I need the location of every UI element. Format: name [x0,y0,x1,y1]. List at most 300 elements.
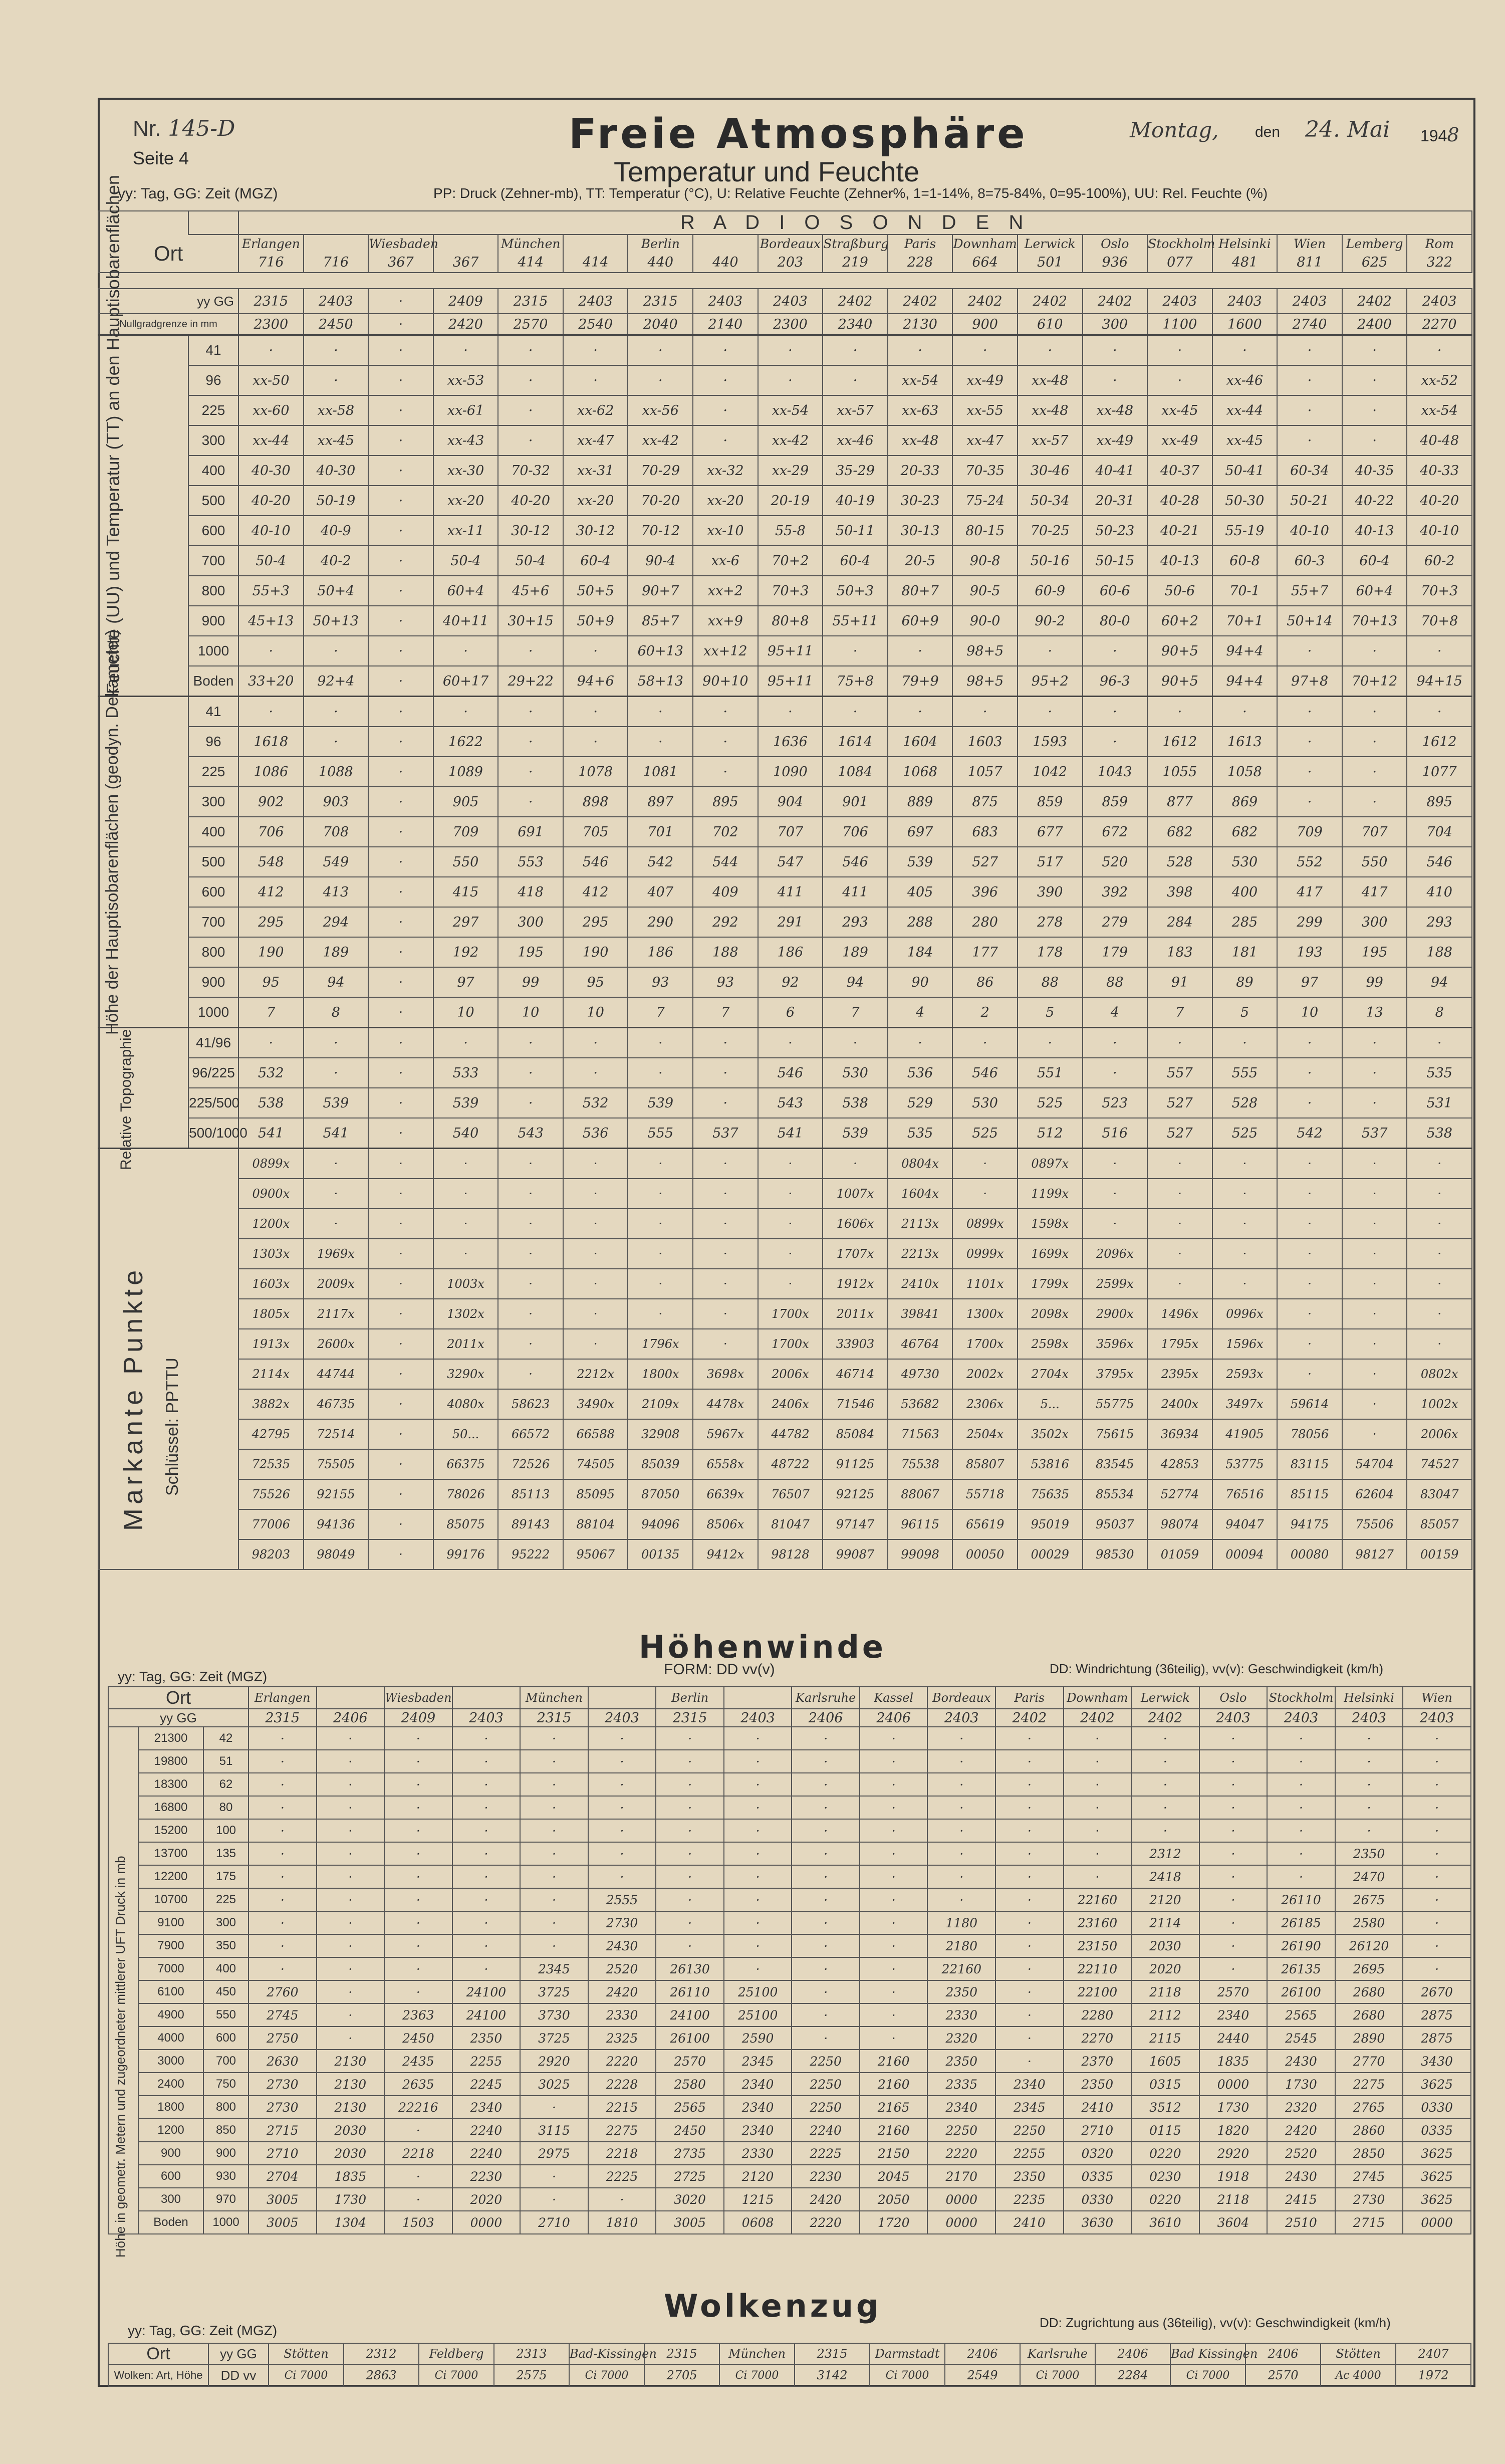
hw-value: · [452,1796,521,1819]
hw-value: 3005 [656,2211,724,2234]
hw-value: 2410 [1064,2096,1132,2119]
markante-value: · [368,1389,433,1419]
hw-yygg-value: 2315 [520,1709,588,1727]
hw-value: 2520 [1267,2142,1335,2165]
topo-level: 41/96 [188,1028,238,1058]
markante-value: 0999x [952,1239,1018,1269]
station-names-row [98,235,1472,252]
hw-value: · [588,2188,656,2211]
hw-height: 12200 [138,1865,203,1888]
hoehe-value: 183 [1147,937,1212,967]
feuchte-value: · [368,486,433,516]
wz-ddvv-value: 3142 [795,2364,870,2386]
hw-value: 2050 [860,2188,928,2211]
hw-value: 22216 [384,2096,452,2119]
hw-value: · [1199,1865,1268,1888]
feuchte-value: 55+11 [823,606,888,636]
hoehe-value: 10 [498,997,563,1028]
hw-value: · [520,1911,588,1934]
hoehe-value: · [304,697,369,727]
markante-value: · [693,1269,758,1299]
yygg-value: 2315 [238,289,304,314]
hw-height: 4000 [138,2027,203,2050]
hw-value: 2750 [248,2027,317,2050]
hoehe-value: · [563,727,628,757]
topo-value: · [1018,1028,1083,1058]
hw-value: · [452,1842,521,1865]
hw-value: · [317,1865,385,1888]
markante-value: · [368,1149,433,1179]
feuchte-row [98,516,1472,546]
hw-value: 0000 [927,2188,995,2211]
topo-value: 541 [238,1118,304,1149]
hoehe-value: 6 [758,997,823,1028]
hoehe-value: 409 [693,877,758,907]
hoehe-value: 396 [952,877,1018,907]
feuchte-value: xx-29 [758,456,823,486]
markante-row [98,1359,1472,1389]
topo-value: 543 [498,1118,563,1149]
hw-value: 26135 [1267,1957,1335,1980]
feuchte-value: xx+9 [693,606,758,636]
hw-station-name: Wiesbaden [384,1687,452,1709]
weather-sheet [98,98,1475,2403]
markante-value: · [1277,1149,1342,1179]
markante-value: 2395x [1147,1359,1212,1389]
hw-value: · [384,1773,452,1796]
kennziff-value: 219 [823,252,888,273]
markante-value: · [1407,1209,1472,1239]
markante-value: · [1083,1179,1148,1209]
feuchte-value: 95+11 [758,666,823,697]
feuchte-value: 90-8 [952,546,1018,576]
feuchte-level: 41 [188,335,238,366]
hoehe-value: 709 [1277,817,1342,847]
nullgrad-value: 2740 [1277,314,1342,335]
wz-station-name: Karlsruhe [1020,2343,1095,2364]
yygg-value: 2402 [888,289,953,314]
hw-value: · [724,1796,792,1819]
hw-value: · [995,1750,1064,1773]
markante-value: 2504x [952,1419,1018,1449]
hw-value: 25100 [724,2003,792,2027]
hoehe-value: 89 [1212,967,1278,997]
hoehe-value: · [1083,697,1148,727]
markante-value: · [368,1329,433,1359]
hoehe-value: 195 [1342,937,1407,967]
topo-value: 555 [1212,1058,1278,1088]
feuchte-value: xx-45 [1147,395,1212,425]
markante-value: · [693,1299,758,1329]
feuchte-level: 400 [188,456,238,486]
feuchte-value: xx-6 [693,546,758,576]
markante-value: 2113x [888,1209,953,1239]
markante-value: 2212x [563,1359,628,1389]
hw-value: · [520,2165,588,2188]
feuchte-value: 40-28 [1147,486,1212,516]
hw-value: 3625 [1403,2073,1471,2096]
feuchte-value: · [1147,335,1212,366]
markante-value: 2593x [1212,1359,1278,1389]
hw-station-name: Kassel [860,1687,928,1709]
hoehe-level: 800 [188,937,238,967]
hoehe-value: 189 [304,937,369,967]
topo-value: 536 [563,1118,628,1149]
feuchte-value: xx-53 [433,365,498,395]
feuchte-value: · [1342,395,1407,425]
hoehe-value: 292 [693,907,758,937]
feuchte-value: 60+4 [1342,576,1407,606]
hw-value: · [656,1819,724,1842]
hw-value: 2228 [588,2073,656,2096]
hw-value: · [860,1773,928,1796]
feuchte-value: 75+8 [823,666,888,697]
hw-value: 2325 [588,2027,656,2050]
topo-value: 536 [888,1058,953,1088]
hw-value: · [384,2165,452,2188]
hoehe-value: 706 [238,817,304,847]
hoehe-value: 707 [1342,817,1407,847]
hoehe-value: 517 [1018,847,1083,877]
hw-value: 2275 [588,2119,656,2142]
yygg-value: 2315 [498,289,563,314]
hw-level-row [108,1888,1471,1911]
markante-value: · [628,1209,693,1239]
markante-value: 2704x [1018,1359,1083,1389]
markante-value: · [1407,1239,1472,1269]
feuchte-level: 600 [188,516,238,546]
hoehe-value: 704 [1407,817,1472,847]
hoehe-value: 1084 [823,757,888,787]
topo-value: · [693,1088,758,1118]
feuchte-row [98,486,1472,516]
hoehe-row [98,847,1472,877]
markante-value: · [368,1179,433,1209]
year-suffix: 8 [1447,124,1459,146]
hw-value: 24100 [452,1980,521,2003]
markante-value: 1496x [1147,1299,1212,1329]
hoehe-value: 895 [1407,787,1472,817]
hw-station-row [108,1687,1471,1709]
hw-value: · [1199,1750,1268,1773]
feuchte-value: xx-47 [563,425,628,456]
hw-value: 1730 [1267,2073,1335,2096]
hoehe-value: · [1277,757,1342,787]
markante-value: 46735 [304,1389,369,1419]
hw-value: 2165 [860,2096,928,2119]
wz-yygg-value: 2406 [1095,2343,1170,2364]
markante-value: 8506x [693,1509,758,1539]
hoehe-value: 13 [1342,997,1407,1028]
markante-value: · [1342,1329,1407,1359]
feuchte-value: 95+11 [758,636,823,666]
feuchte-value: 50+3 [823,576,888,606]
hoehe-value: 889 [888,787,953,817]
feuchte-value: 60-6 [1083,576,1148,606]
hw-value: · [317,1773,385,1796]
hw-value: · [1335,1819,1403,1842]
hoehe-value: 869 [1212,787,1278,817]
hw-value: · [724,1911,792,1934]
markante-value: · [433,1209,498,1239]
feuchte-value: xx-11 [433,516,498,546]
hw-yygg-value: 2402 [1064,1709,1132,1727]
markante-value: 83545 [1083,1449,1148,1479]
markante-value: · [368,1509,433,1539]
feuchte-value: xx-43 [433,425,498,456]
markante-value: 0996x [1212,1299,1278,1329]
feuchte-value: xx-47 [952,425,1018,456]
markante-value: 94096 [628,1509,693,1539]
hoehe-value: 411 [758,877,823,907]
hw-level-row [108,1957,1471,1980]
feuchte-value: 60+2 [1147,606,1212,636]
feuchte-value: xx-20 [693,486,758,516]
hw-value: · [1199,1727,1268,1750]
feuchte-value: · [563,335,628,366]
hoehe-value: 1078 [563,757,628,787]
hw-value: · [656,1934,724,1957]
hw-station-name: Wien [1403,1687,1471,1709]
markante-value: · [952,1179,1018,1209]
hoehe-value: 295 [563,907,628,937]
feuchte-value: 90-2 [1018,606,1083,636]
markante-value: 2098x [1018,1299,1083,1329]
hoehe-value: 413 [304,877,369,907]
hw-height: 300 [138,2188,203,2211]
feuchte-value: xx-60 [238,395,304,425]
hoehe-value: 709 [433,817,498,847]
hw-value: · [1064,1750,1132,1773]
wz-wolken-value: Ci 7000 [419,2364,494,2386]
hw-value: · [724,1957,792,1980]
hw-value: 2118 [1199,2188,1268,2211]
hw-value: 2030 [317,2119,385,2142]
markante-value: · [758,1269,823,1299]
markante-value: 96115 [888,1509,953,1539]
hoehe-value: 390 [1018,877,1083,907]
hw-value: · [452,1865,521,1888]
feuchte-level: 1000 [188,636,238,666]
hw-value: · [1199,1888,1268,1911]
hoehe-value: 279 [1083,907,1148,937]
hw-value: · [792,1911,860,1934]
markante-value: 1604x [888,1179,953,1209]
feuchte-value: 70+3 [1407,576,1472,606]
hw-value: 2250 [792,2050,860,2073]
topo-value: · [823,1028,888,1058]
topo-value: 532 [563,1088,628,1118]
markante-value: · [563,1179,628,1209]
markante-value: · [1277,1269,1342,1299]
hw-height: 9100 [138,1911,203,1934]
hw-value: · [995,1773,1064,1796]
feuchte-value: 40-10 [238,516,304,546]
markante-value: 49730 [888,1359,953,1389]
hw-value: · [860,1957,928,1980]
schluessel-side-label: Schlüssel: PPTTU [163,1358,182,1496]
wz-data-row [108,2364,1471,2386]
hw-value: 2710 [1064,2119,1132,2142]
hw-level-row [108,2050,1471,2073]
feuchte-value: 98+5 [952,636,1018,666]
hw-height: Boden [138,2211,203,2234]
hw-value: · [995,1842,1064,1865]
feuchte-value: xx-31 [563,456,628,486]
feuchte-value: · [1018,335,1083,366]
hw-value: 2730 [248,2073,317,2096]
topo-value: · [498,1058,563,1088]
hw-value: · [520,1796,588,1819]
markante-value: 2006x [758,1359,823,1389]
hw-value: 2570 [1199,1980,1268,2003]
markante-value: 0899x [238,1149,304,1179]
hw-value: · [384,1980,452,2003]
feuchte-level: Boden [188,666,238,697]
hw-yygg-row [108,1709,1471,1727]
topo-value: 535 [1407,1058,1472,1088]
feuchte-value: 90+5 [1147,666,1212,697]
feuchte-value: 60-4 [1342,546,1407,576]
markante-value: · [1407,1299,1472,1329]
feuchte-value: 60-3 [1277,546,1342,576]
hw-value: 2340 [724,2119,792,2142]
feuchte-value: · [498,335,563,366]
yygg-value: 2402 [952,289,1018,314]
wz-yygg-value: 2407 [1396,2343,1471,2364]
markante-value: · [1342,1389,1407,1419]
hw-pressure: 800 [203,2096,248,2119]
markante-value: · [1342,1179,1407,1209]
hw-value: 2420 [792,2188,860,2211]
feuchte-value: 70-32 [498,456,563,486]
feuchte-value: xx-58 [304,395,369,425]
topo-value: 537 [693,1118,758,1149]
hw-pressure: 100 [203,1819,248,1842]
feuchte-value: xx-52 [1407,365,1472,395]
hw-value: · [860,1750,928,1773]
wz-yygg-value: 2406 [1245,2343,1321,2364]
markante-value: 52774 [1147,1479,1212,1509]
feuchte-value: 70+2 [758,546,823,576]
markante-value: 1603x [238,1269,304,1299]
feuchte-value: 45+13 [238,606,304,636]
hw-value: · [1064,1727,1132,1750]
topo-value: 532 [238,1058,304,1088]
markante-value: 99098 [888,1539,953,1570]
feuchte-value: 40-13 [1342,516,1407,546]
markante-value: 72526 [498,1449,563,1479]
hoehe-value: 547 [758,847,823,877]
topo-row [98,1118,1472,1149]
markante-value: · [368,1239,433,1269]
feuchte-value: · [952,335,1018,366]
date: 24. Mai [1305,117,1390,142]
hw-value: · [317,1957,385,1980]
topo-value: · [693,1028,758,1058]
hw-station-name: München [520,1687,588,1709]
markante-value: 2213x [888,1239,953,1269]
hw-value: · [1403,1888,1471,1911]
markante-value: 1912x [823,1269,888,1299]
wz-station-name: München [719,2343,795,2364]
hw-yygg-label: yy GG [108,1709,248,1727]
hw-station-name: Erlangen [248,1687,317,1709]
feuchte-value: · [628,365,693,395]
markante-value: 87050 [628,1479,693,1509]
hoehe-value: 193 [1277,937,1342,967]
feuchte-value: 35-29 [823,456,888,486]
feuchte-value: 40-10 [1277,516,1342,546]
hw-value: 2545 [1267,2027,1335,2050]
markante-value: · [1083,1149,1148,1179]
hw-value: · [1403,1842,1471,1865]
markante-value: 48722 [758,1449,823,1479]
nullgrad-value: 1100 [1147,314,1212,335]
hw-value: · [248,1750,317,1773]
markante-value: 66375 [433,1449,498,1479]
hoehenwinde-table [108,1686,1471,2234]
markante-value: 32908 [628,1419,693,1449]
hw-value: · [995,1980,1064,2003]
topo-value: 523 [1083,1088,1148,1118]
markante-value: 55775 [1083,1389,1148,1419]
markante-value: · [1342,1239,1407,1269]
hoehe-value: 705 [563,817,628,847]
topo-value: 539 [628,1088,693,1118]
hw-value: · [1199,1773,1268,1796]
hoehe-row [98,907,1472,937]
feuchte-value: · [1083,365,1148,395]
hw-value: · [724,1819,792,1842]
hoehe-value: 190 [238,937,304,967]
hoehe-value: 288 [888,907,953,937]
markante-value: 85534 [1083,1479,1148,1509]
hw-level-row [108,2188,1471,2211]
hw-value: · [1335,1773,1403,1796]
markante-value: 3497x [1212,1389,1278,1419]
feuchte-value: xx-54 [1407,395,1472,425]
markante-value: 88067 [888,1479,953,1509]
station-name: München [498,235,563,252]
hw-value: 2320 [927,2027,995,2050]
hoehe-level: 1000 [188,997,238,1028]
hw-value: 2230 [792,2165,860,2188]
hw-value: 26100 [656,2027,724,2050]
hw-value: 2635 [384,2073,452,2096]
nr-value: 145-D [168,116,235,141]
hoehe-value: · [238,697,304,727]
wz-ddvv-value: 2575 [494,2364,569,2386]
hoehe-value: 1622 [433,727,498,757]
hw-value: 2430 [1267,2165,1335,2188]
hoehe-value: 1088 [304,757,369,787]
hw-value: · [317,2003,385,2027]
hw-value: · [1403,1911,1471,1934]
feuchte-value: xx-46 [823,425,888,456]
feuchte-value: 40-19 [823,486,888,516]
markante-value: 1700x [758,1329,823,1359]
markante-value: 1199x [1018,1179,1083,1209]
markante-value: 98049 [304,1539,369,1570]
markante-value: 41905 [1212,1419,1278,1449]
wz-ddvv-value: 2284 [1095,2364,1170,2386]
hoehe-value: · [304,727,369,757]
hw-value: · [520,2096,588,2119]
hoehe-value: 8 [1407,997,1472,1028]
hoehe-value: 97 [433,967,498,997]
hw-value: · [927,1888,995,1911]
